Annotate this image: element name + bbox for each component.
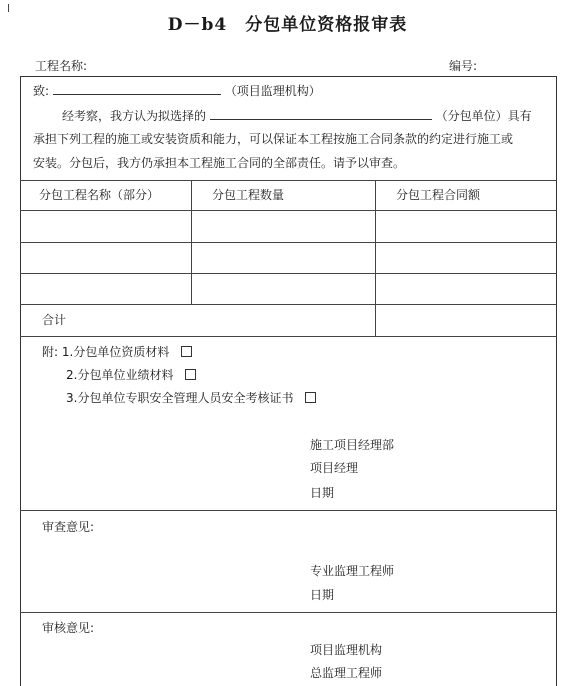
project-manager-label: 项目经理 <box>310 461 359 475</box>
attachment-item-3 <box>66 391 316 405</box>
attachment-label-3: 3.分包单位专职安全管理人员安全考核证书 <box>66 391 294 405</box>
subcontractor-blank[interactable] <box>210 107 432 120</box>
intro-line-1-suffix: （分包单位）具有 <box>435 109 532 123</box>
row-divider <box>20 612 557 613</box>
contractor-date-label: 日期 <box>310 486 335 500</box>
supervisor-blank[interactable] <box>53 82 221 95</box>
intro-line-1 <box>62 107 532 123</box>
contractor-dept: 施工项目经理部 <box>310 438 395 452</box>
to-line <box>33 82 321 98</box>
to-suffix: （项目监理机构） <box>224 84 321 98</box>
row-divider <box>20 304 557 305</box>
form-title: D－b4 分包单位资格报审表 <box>167 15 408 35</box>
intro-line-1-prefix: 经考察，我方认为拟选择的 <box>62 109 207 123</box>
attachment-label-2: 2.分包单位业绩材料 <box>66 368 174 382</box>
attachment-item-2 <box>66 368 196 382</box>
review-date-label: 日期 <box>310 588 335 602</box>
attachment-label-1: 1.分包单位资质材料 <box>61 345 170 359</box>
specialist-engineer-label: 专业监理工程师 <box>310 564 395 578</box>
serial-number-label: 编号: <box>449 59 478 73</box>
row-divider <box>20 242 557 243</box>
checkbox-icon[interactable] <box>181 346 192 357</box>
supervision-org-label: 项目监理机构 <box>310 643 383 657</box>
review-opinion-label: 审查意见: <box>42 520 95 534</box>
row-divider <box>20 210 557 211</box>
approval-opinion-label: 审核意见: <box>42 621 95 635</box>
intro-line-2: 承担下列工程的施工或安装资质和能力，可以保证本工程按施工合同条款的约定进行施工或 <box>33 132 514 146</box>
checkbox-icon[interactable] <box>305 392 316 403</box>
attachment-item-1 <box>42 345 192 359</box>
row-divider <box>20 180 557 181</box>
column-divider <box>375 180 376 336</box>
column-divider <box>191 180 192 304</box>
chief-engineer-label: 总监理工程师 <box>310 666 383 680</box>
total-label: 合计 <box>42 313 67 327</box>
row-divider <box>20 273 557 274</box>
to-label: 致: <box>33 84 50 98</box>
intro-line-3: 安装。分包后，我方仍承担本工程施工合同的全部责任。请予以审查。 <box>33 156 406 170</box>
row-divider <box>20 336 557 337</box>
checkbox-icon[interactable] <box>185 369 196 380</box>
header-sub-project-name: 分包工程名称（部分） <box>39 188 160 202</box>
header-sub-project-quantity: 分包工程数量 <box>212 188 285 202</box>
header-sub-project-amount: 分包工程合同额 <box>396 188 481 202</box>
attachment-prefix: 附: <box>42 345 59 359</box>
row-divider <box>20 510 557 511</box>
project-name-label: 工程名称: <box>35 59 88 73</box>
